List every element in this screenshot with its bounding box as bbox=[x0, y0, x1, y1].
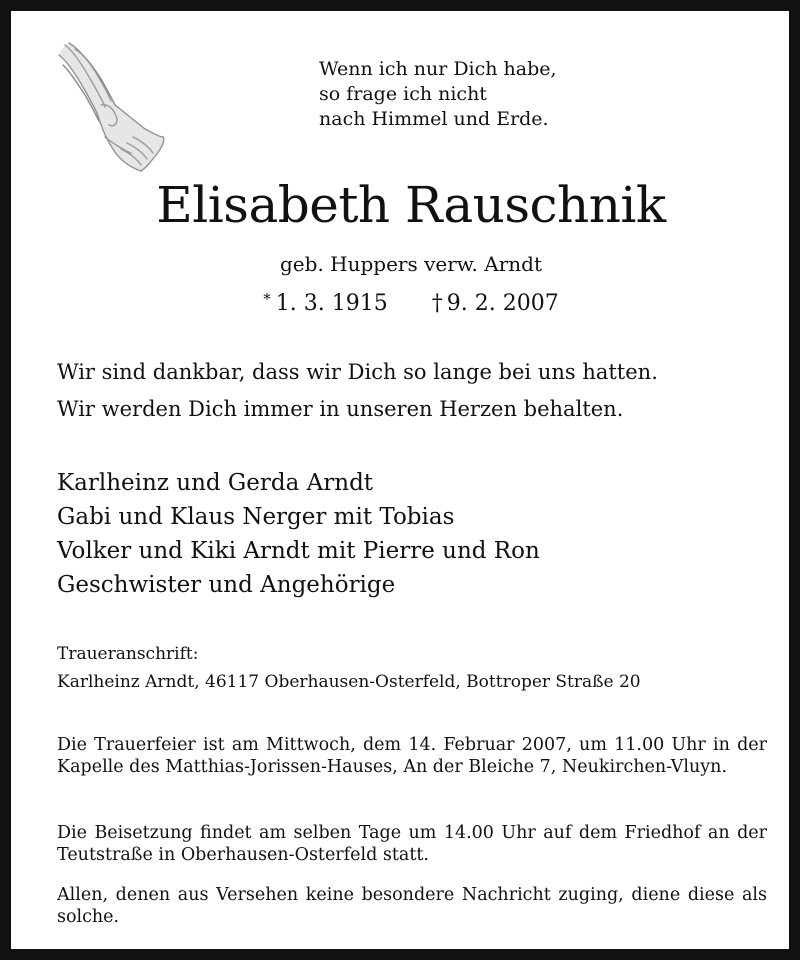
death-symbol: † bbox=[431, 291, 443, 316]
mourner-entry: Volker und Kiki Arndt mit Pierre und Ron bbox=[57, 538, 540, 564]
birth-date-group bbox=[263, 284, 387, 319]
maiden-name: geb. Huppers verw. Arndt bbox=[280, 252, 542, 276]
death-date: 9. 2. 2007 bbox=[446, 291, 559, 316]
birth-date: 1. 3. 1915 bbox=[275, 291, 388, 316]
address-label: Traueranschrift: bbox=[57, 644, 199, 664]
mourner-entry: Karlheinz und Gerda Arndt bbox=[57, 470, 374, 496]
gratitude-text bbox=[57, 354, 658, 428]
gratitude-line: Wir sind dankbar, dass wir Dich so lange bei uns hatten. bbox=[57, 360, 658, 384]
motto-line: so frage ich nicht bbox=[319, 83, 487, 105]
motto-verse bbox=[319, 57, 557, 132]
mourner-entry: Geschwister und Angehörige bbox=[57, 572, 396, 598]
praying-hands-icon bbox=[55, 41, 167, 177]
birth-symbol: * bbox=[263, 290, 271, 308]
burial-paragraph: Die Beisetzung findet am selben Tage um 14.00 Uhr auf dem Friedhof an der Teutstraße in Oberhausen-Osterfeld statt. bbox=[57, 823, 767, 865]
mourners-list bbox=[57, 466, 540, 602]
address-text: Karlheinz Arndt, 46117 Oberhausen-Osterfeld, Bottroper Straße 20 bbox=[57, 672, 641, 692]
notice-paragraph: Allen, denen aus Versehen keine besondere Nachricht zuging, diene diese als solche. bbox=[57, 885, 767, 927]
death-date-group bbox=[432, 289, 559, 319]
mourner-entry: Gabi und Klaus Nerger mit Tobias bbox=[57, 504, 455, 530]
motto-line: nach Himmel und Erde. bbox=[319, 108, 549, 130]
gratitude-line: Wir werden Dich immer in unseren Herzen behalten. bbox=[57, 397, 624, 421]
deceased-name: Elisabeth Rauschnik bbox=[156, 176, 666, 234]
life-dates bbox=[11, 284, 800, 319]
ceremony-paragraph: Die Trauerfeier ist am Mittwoch, dem 14. Februar 2007, um 11.00 Uhr in der Kapelle des Matthias-Jorissen-Hauses, An der Bleiche 7, Neukirchen-Vluyn. bbox=[57, 735, 767, 777]
motto-line: Wenn ich nur Dich habe, bbox=[319, 58, 557, 80]
